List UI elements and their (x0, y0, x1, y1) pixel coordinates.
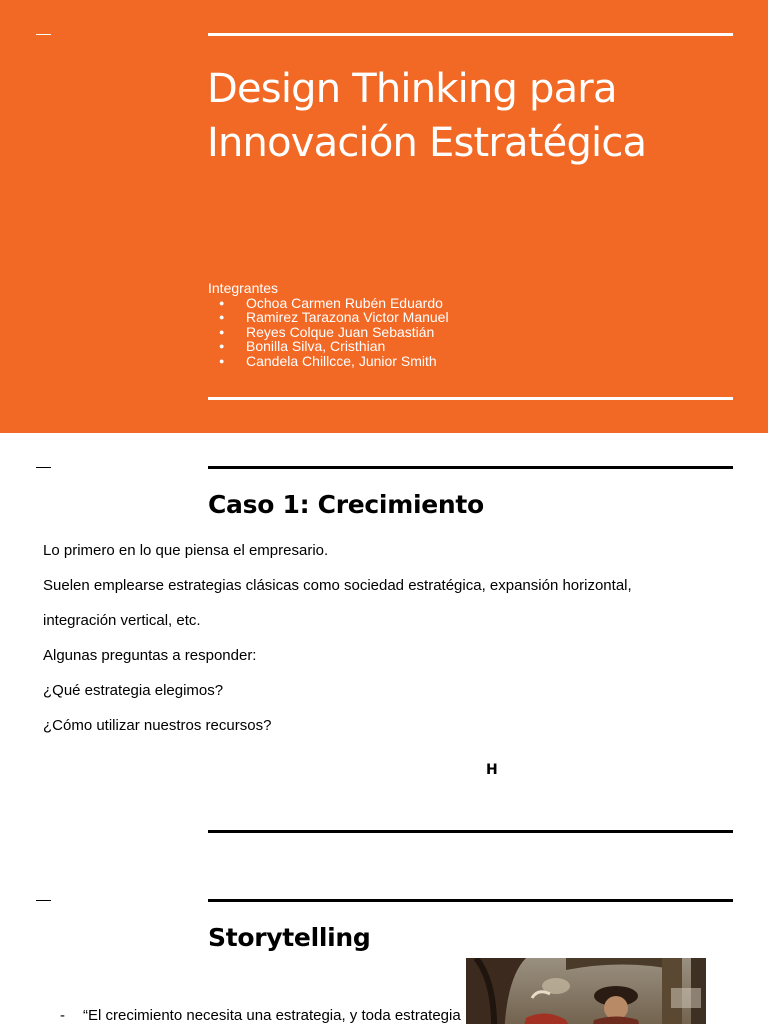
members-label: Integrantes (208, 280, 279, 296)
heading-top-rule (208, 466, 733, 469)
body-line: Lo primero en lo que piensa el empresario. (43, 542, 329, 559)
storytelling-slide (0, 866, 768, 1024)
quote-text: “El crecimiento necesita una estrategia, y toda estrategia (83, 1007, 461, 1024)
slide-dash-mark (36, 34, 51, 35)
members-block (208, 281, 708, 368)
title-line-1: Design Thinking para (207, 66, 617, 112)
member-item: ● Reyes Colque Juan Sebastián (208, 325, 708, 340)
member-item: ● Bonilla Silva, Cristhian (208, 339, 708, 354)
slide-body (43, 539, 743, 749)
member-item: ● Ochoa Carmen Rubén Eduardo (208, 296, 708, 311)
body-line: ¿Cómo utilizar nuestros recursos? (43, 717, 272, 734)
slide-bottom-rule (208, 830, 733, 833)
body-line: Algunas preguntas a responder: (43, 647, 257, 664)
heading-top-rule (208, 899, 733, 902)
title-top-rule (208, 33, 733, 36)
painting-image (466, 958, 706, 1024)
slide-heading: Caso 1: Crecimiento (208, 490, 484, 519)
quote-item (60, 1006, 460, 1024)
slide-dash-mark (36, 467, 51, 468)
case-slide (0, 433, 768, 866)
members-list (208, 296, 708, 369)
body-line: integración vertical, etc. (43, 612, 201, 629)
slide-dash-mark (36, 900, 51, 901)
member-item: ● Ramirez Tarazona Victor Manuel (208, 310, 708, 325)
title-line-2: Innovación Estratégica (207, 120, 647, 166)
body-line: Suelen emplearse estrategias clásicas como sociedad estratégica, expansión horizontal, (43, 577, 632, 594)
presentation-title (207, 62, 747, 170)
title-slide (0, 0, 768, 433)
member-item: ● Candela Chillcce, Junior Smith (208, 354, 708, 369)
title-bottom-rule (208, 397, 733, 400)
slide-heading: Storytelling (208, 923, 371, 952)
dash-bullet: - (60, 1007, 65, 1024)
body-line: ¿Qué estrategia elegimos? (43, 682, 224, 699)
stray-letter: H (486, 762, 498, 778)
